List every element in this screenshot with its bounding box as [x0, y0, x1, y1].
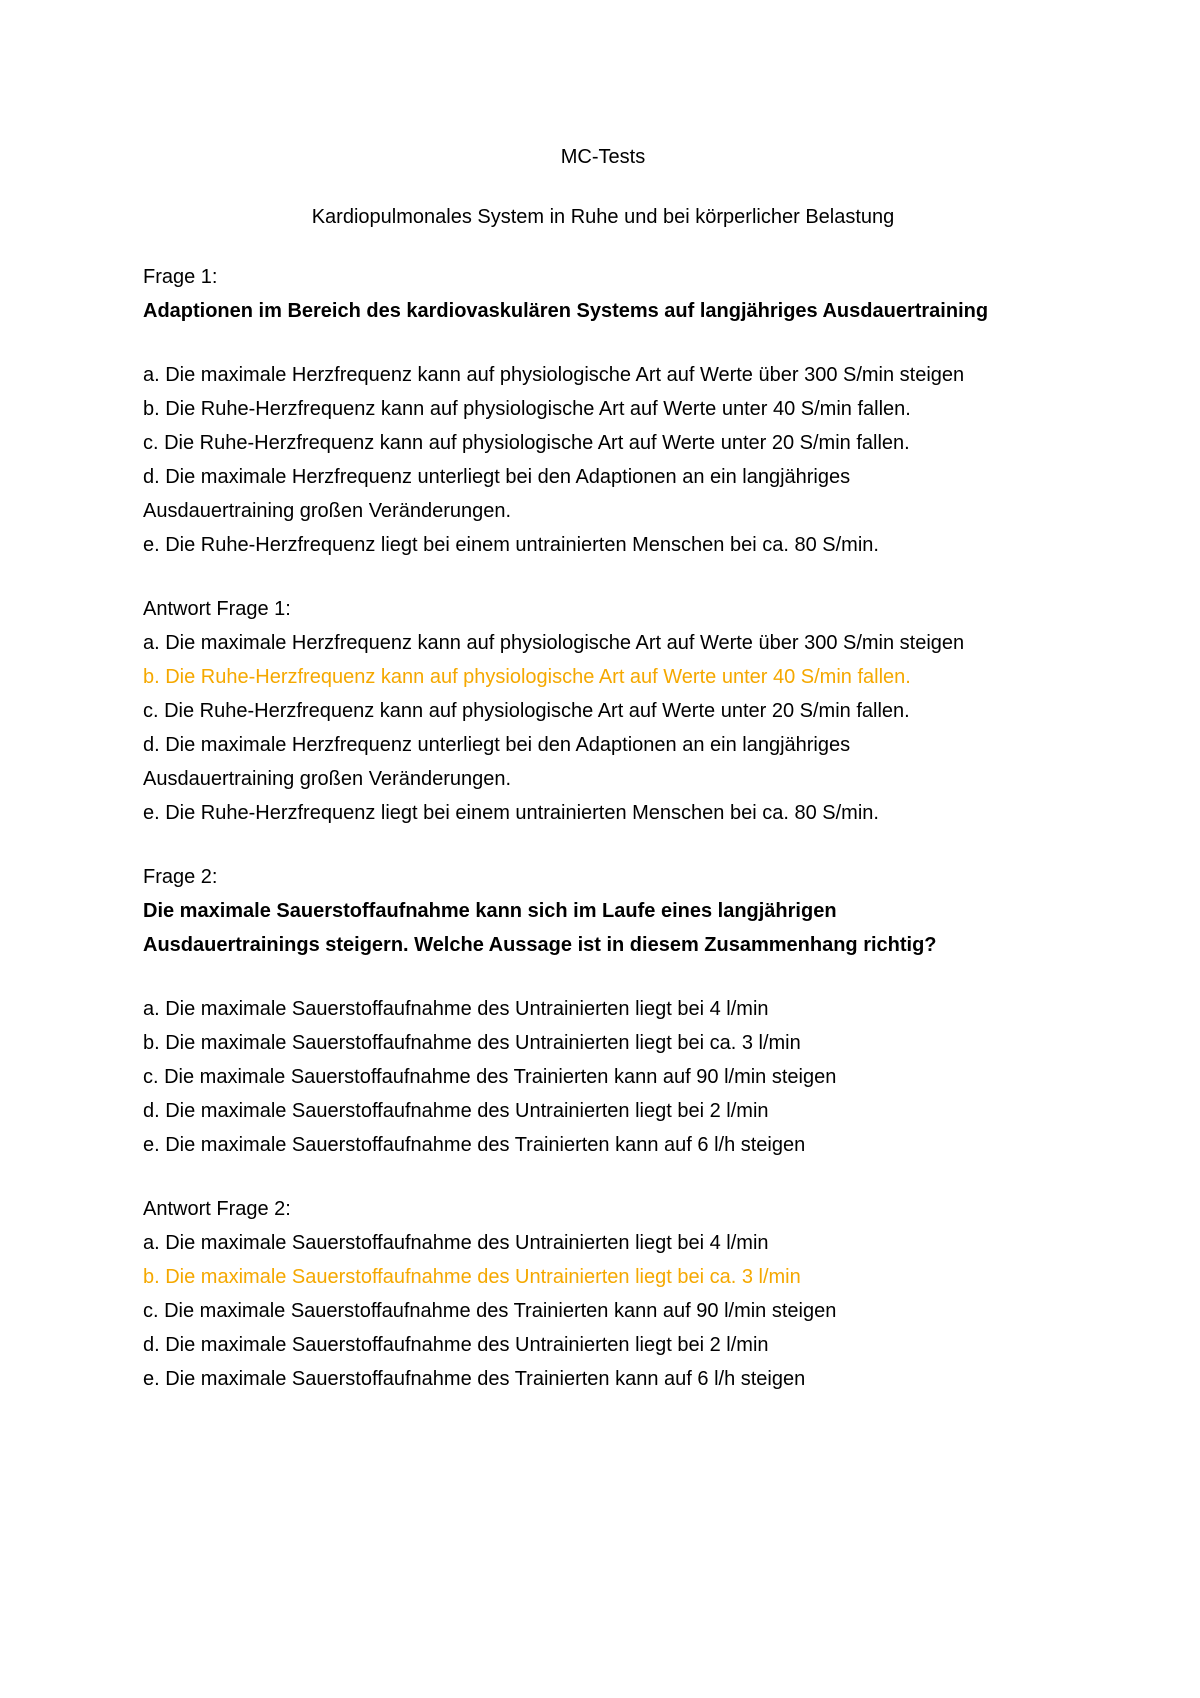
answer-2-option-e: e. Die maximale Sauerstoffaufnahme des Trainierten kann auf 6 l/h steigen — [143, 1368, 806, 1390]
answer-2-options — [143, 1226, 1083, 1396]
answer-1-option-d: d. Die maximale Herzfrequenz unterliegt bei den Adaptionen an ein langjähriges — [143, 734, 851, 756]
question-1-text: Adaptionen im Bereich des kardiovaskulären Systems auf langjähriges Ausdauertraining — [143, 300, 989, 322]
answer-1-options — [143, 626, 1083, 830]
answer-2-option-d: d. Die maximale Sauerstoffaufnahme des Untrainierten liegt bei 2 l/min — [143, 1334, 769, 1356]
question-1-block — [143, 260, 1083, 562]
answer-1-option-d-cont: Ausdauertraining großen Veränderungen. — [143, 768, 512, 790]
question-2-options — [143, 992, 1083, 1162]
answer-2-option-b-correct: b. Die maximale Sauerstoffaufnahme des Untrainierten liegt bei ca. 3 l/min — [143, 1266, 801, 1288]
question-2-option-a: a. Die maximale Sauerstoffaufnahme des Untrainierten liegt bei 4 l/min — [143, 998, 769, 1020]
question-2-option-c: c. Die maximale Sauerstoffaufnahme des Trainierten kann auf 90 l/min steigen — [143, 1066, 837, 1088]
answer-1-option-e: e. Die Ruhe-Herzfrequenz liegt bei einem untrainierten Menschen bei ca. 80 S/min. — [143, 802, 879, 824]
question-2-text-line-2: Ausdauertrainings steigern. Welche Aussage ist in diesem Zusammenhang richtig? — [143, 934, 937, 956]
question-1-options — [143, 358, 1083, 562]
document-subtitle: Kardiopulmonales System in Ruhe und bei körperlicher Belastung — [311, 206, 895, 228]
document-title: MC-Tests — [560, 146, 646, 168]
question-1-option-e: e. Die Ruhe-Herzfrequenz liegt bei einem untrainierten Menschen bei ca. 80 S/min. — [143, 534, 879, 556]
question-1-option-d-cont: Ausdauertraining großen Veränderungen. — [143, 500, 512, 522]
question-2-option-e: e. Die maximale Sauerstoffaufnahme des Trainierten kann auf 6 l/h steigen — [143, 1134, 806, 1156]
question-1-label: Frage 1: — [143, 266, 218, 288]
answer-1-label: Antwort Frage 1: — [143, 598, 291, 620]
answer-1-option-b-correct: b. Die Ruhe-Herzfrequenz kann auf physiologische Art auf Werte unter 40 S/min fallen. — [143, 666, 911, 688]
answer-2-option-a: a. Die maximale Sauerstoffaufnahme des Untrainierten liegt bei 4 l/min — [143, 1232, 769, 1254]
question-2-option-b: b. Die maximale Sauerstoffaufnahme des Untrainierten liegt bei ca. 3 l/min — [143, 1032, 801, 1054]
answer-2-option-c: c. Die maximale Sauerstoffaufnahme des Trainierten kann auf 90 l/min steigen — [143, 1300, 837, 1322]
question-2-text-line-1: Die maximale Sauerstoffaufnahme kann sich im Laufe eines langjährigen — [143, 900, 837, 922]
question-1-option-c: c. Die Ruhe-Herzfrequenz kann auf physiologische Art auf Werte unter 20 S/min fallen. — [143, 432, 910, 454]
question-2-label: Frage 2: — [143, 866, 218, 888]
answer-1-option-c: c. Die Ruhe-Herzfrequenz kann auf physiologische Art auf Werte unter 20 S/min fallen. — [143, 700, 910, 722]
question-1-option-b: b. Die Ruhe-Herzfrequenz kann auf physiologische Art auf Werte unter 40 S/min fallen. — [143, 398, 911, 420]
answer-2-block — [143, 1192, 1083, 1396]
question-2-option-d: d. Die maximale Sauerstoffaufnahme des Untrainierten liegt bei 2 l/min — [143, 1100, 769, 1122]
document-content — [143, 140, 1083, 1396]
question-1-option-a: a. Die maximale Herzfrequenz kann auf physiologische Art auf Werte über 300 S/min steigen — [143, 364, 965, 386]
answer-1-option-a: a. Die maximale Herzfrequenz kann auf physiologische Art auf Werte über 300 S/min steigen — [143, 632, 965, 654]
question-1-option-d: d. Die maximale Herzfrequenz unterliegt bei den Adaptionen an ein langjähriges — [143, 466, 851, 488]
question-2-block — [143, 860, 1083, 1162]
answer-2-label: Antwort Frage 2: — [143, 1198, 291, 1220]
answer-1-block — [143, 592, 1083, 830]
